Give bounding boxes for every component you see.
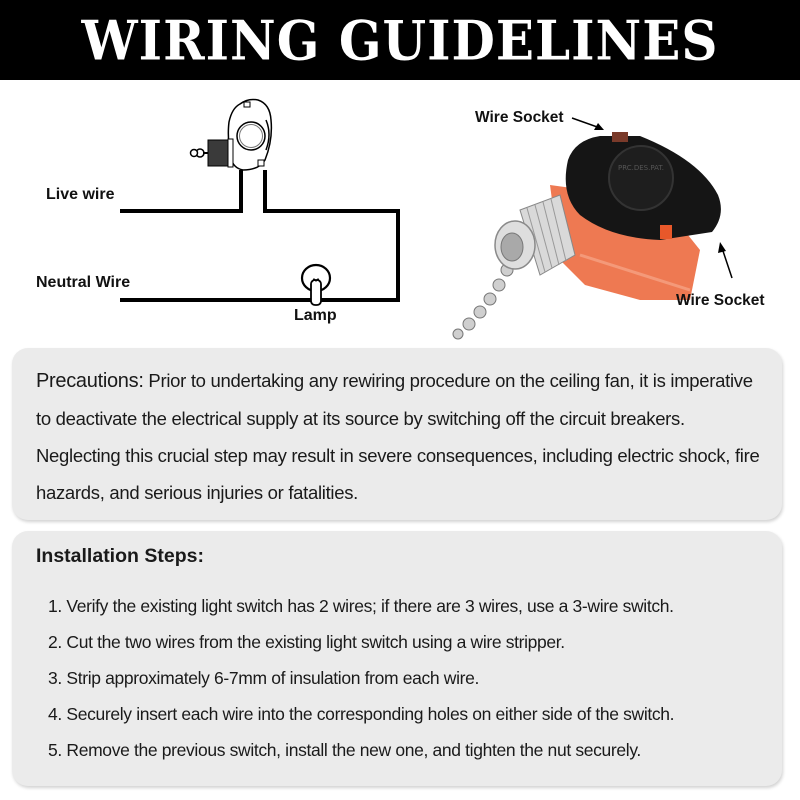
wiring-diagram [0,80,420,340]
header-banner [0,0,800,80]
neutral-wire-label: Neutral Wire [36,274,131,291]
list-item-step-4: 4. Securely insert each wire into the corresponding holes on either side of the switch. [48,704,675,724]
precautions-text: Prior to undertaking any rewiring procedure on the ceiling fan, it is imperative to deactivate the electrical supply at its source by switching off the circuit breakers. Neglecting this crucial step may result in severe consequences, including electric shock, fire hazards, and serious injuries or fatalities. [36,370,760,503]
circuit-lines [0,80,420,340]
precautions-paragraph [36,362,766,511]
list-item-step-3: 3. Strip approximately 6-7mm of insulation from each wire. [48,668,479,688]
installation-steps-title: Installation Steps: [36,545,204,567]
live-wire-label: Live wire [46,186,115,203]
bead-chain-icon [453,264,513,339]
pull-chain-switch-icon [191,100,272,171]
precautions-label: Precautions: [36,370,144,392]
list-item-step-5: 5. Remove the previous switch, install the new one, and tighten the nut securely. [48,740,641,760]
page-title: WIRING GUIDELINES [81,8,719,72]
product-photo [420,80,800,340]
installation-steps-list [48,588,788,768]
lamp-label: Lamp [294,307,337,324]
list-item-step-2: 2. Cut the two wires from the existing light switch using a wire stripper. [48,632,565,652]
precautions-card [12,348,782,520]
installation-steps-card [12,531,782,786]
wire-socket-label-top: Wire Socket [475,109,564,126]
wire-socket-label-bottom: Wire Socket [676,292,765,309]
list-item-step-1: 1. Verify the existing light switch has 2 wires; if there are 3 wires, use a 3-wire switch. [48,596,674,616]
cap-text: PRC.DES.PAT. [617,164,665,172]
